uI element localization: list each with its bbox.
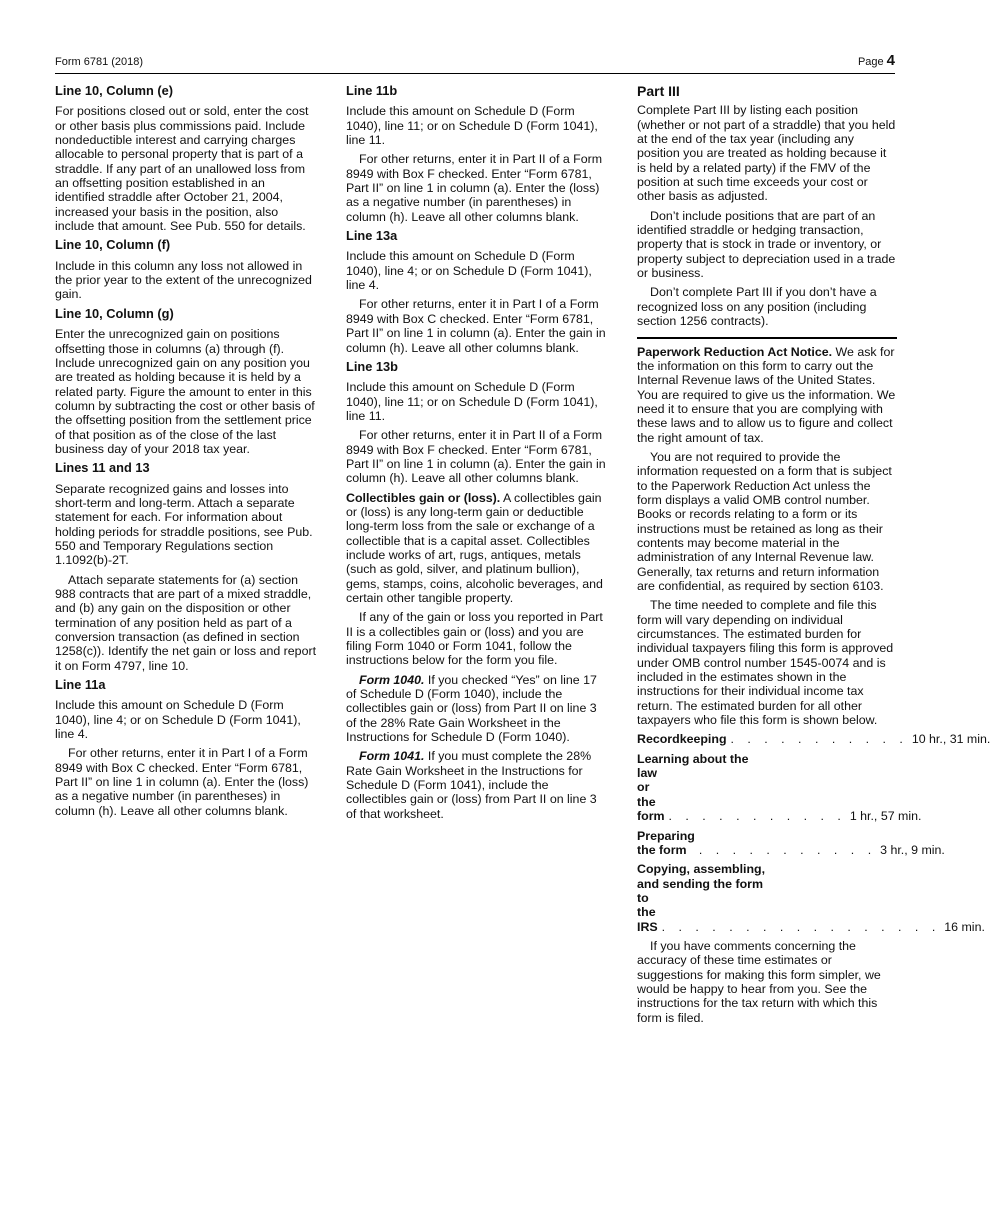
form-1040-paragraph [346,673,609,745]
collectibles-text: A collectibles gain or (loss) is any long-term gain or deductible long-term loss from the sale or exchange of a collectible that is a capital asset. Collectibles include works of art, rugs, antiques, metals (such as gold, silver, and platinum bullion), gems, stamps, coins, alcoholic beverages, and certain other tangible property. [346,490,603,605]
paragraph: Include in this column any loss not allowed in the prior year to the extent of the unrecognized gain. [55,258,312,302]
page-number [858,52,895,69]
paragraph: For other returns, enter it in Part I of a Form 8949 with Box C checked. Enter “Form 6781, Part II” on line 1 in column (a). Enter the (loss) as a negative number (in parentheses) in column (h). Leave all other columns blank. [55,746,309,818]
form-identifier: Form 6781 (2018) [55,56,144,68]
paragraph: You are not required to provide the information requested on a form that is subject to the Paperwork Reduction Act unless the form displays a valid OMB control number. Books or records relating to a form or its instructions must be retained as long as their contents may become material in the administration of any Internal Revenue law. Generally, tax returns and return information are confidential, as required by section 6103. [637,449,892,593]
paragraph: Attach separate statements for (a) section 988 contracts that are part of a mixed straddle, and (b) any gain on the disposition or other termination of any position held as part of a conversion transaction (as defined in section 1258(c)). Identify the net gain or loss and report it on Form 4797, line 10. [55,572,317,673]
page-label: Page [857,56,884,68]
section-heading: Lines 11 and 13 [55,460,150,476]
dot-leader: . . . . . . . . . . . . . . . . . [661,919,941,934]
part-heading: Part III [637,83,680,99]
dot-leader: . . . . . . . . . . . [668,809,846,824]
paragraph: For other returns, enter it in Part I of a Form 8949 with Box C checked. Enter “Form 6781, Part II” on line 1 in column (a). Enter the gain in column (h). Leave all other columns blank. [346,297,606,355]
paragraph: Include this amount on Schedule D (Form 1040), line 11; or on Schedule D (Form 1041), line 11. [346,380,598,423]
estimate-label: law or the form [637,766,665,824]
estimate-preparing [637,828,945,858]
section-heading: Line 11a [55,677,106,693]
paperwork-notice-paragraph [637,345,897,445]
estimate-label: Learning about the [637,751,749,766]
dot-leader: . . . . . . . . . . . [730,732,908,747]
section-heading: Line 11b [346,83,398,98]
form-1041-lead: Form 1041. [359,749,425,764]
column-middle [346,84,609,826]
paragraph: For other returns, enter it in Part II of a Form 8949 with Box F checked. Enter “Form 6781, Part II” on line 1 in column (a). Enter the (loss) as a negative number (in parentheses) in column (h). Leave all other columns blank. [346,152,603,224]
paragraph: Enter the unrecognized gain on positions offsetting those in columns (a) through (f). Include unrecognized gain on any position you are treated as holding because it is held by a related party. Figure the amount to enter in this column by subtracting the cost or other basis of the offsetting position from the settlement price of that position as of the close of the last business day of your 2018 tax year. [55,327,315,456]
paragraph: Complete Part III by listing each position (whether or not part of a straddle) that you held at the end of the tax year (including any position you are treated as holding because it is held by a related party) if the FMV of the position at such time exceeds your cost or other basis as adjusted. [637,103,896,204]
collectibles-lead: Collectibles gain or (loss). [346,490,501,505]
section-heading: Line 10, Column (e) [55,83,174,98]
form-1040-text: If you checked “Yes” on line 17 of Schedule D (Form 1040), include the collectibles gain or (loss) from Part II on line 3 of the 28% Rate Gain Worksheet in the Instructions for Schedule D (Form 1040). [346,672,597,745]
estimate-label: to the IRS [637,890,658,934]
estimate-label: Preparing the form [637,828,695,857]
paragraph: Don’t complete Part III if you don’t have a recognized loss on any position (including section 1256 contracts). [637,285,877,329]
form-1041-paragraph [346,749,609,821]
paperwork-notice-text: We ask for the information on this form to carry out the Internal Revenue laws of the United States. You are required to give us the information. We need it to ensure that you are complying with these laws and to allow us to figure and collect the right amount of tax. [637,344,896,445]
page-header [55,52,895,74]
paragraph: If you have comments concerning the accuracy of these time estimates or suggestions for making this form simpler, we would be happy to hear from you. See the instructions for the tax return with which this form is filed. [637,938,881,1025]
paragraph: For other returns, enter it in Part II of a Form 8949 with Box F checked. Enter “Form 6781, Part II” on line 1 in column (a). Enter the gain in column (h). Leave all other columns blank. [346,428,606,486]
estimate-recordkeeping [637,732,990,747]
estimate-value: 10 hr., 31 min. [911,732,990,747]
estimate-copying [637,862,985,934]
paperwork-notice-lead: Paperwork Reduction Act Notice. [637,344,833,359]
page-number-value: 4 [886,52,895,69]
estimate-value: 1 hr., 57 min. [849,809,922,824]
section-divider [637,337,897,339]
estimate-label: Copying, assembling, [637,862,766,877]
estimate-label: Recordkeeping [637,732,727,747]
collectibles-paragraph [346,491,609,606]
estimate-value: 16 min. [944,919,985,934]
paragraph: The time needed to complete and file this form will vary depending on individual circumstances. The estimated burden for individual taxpayers filing this form is approved under OMB control number 1545-0074 and is included in the estimates shown in the instructions for their individual income tax return. The estimated burden for all other taxpayers who file this form is shown below. [637,598,894,728]
section-heading: Line 13a [346,228,398,244]
form-1041-text: If you must complete the 28% Rate Gain Worksheet in the Instructions for Schedule D (Form 1041), include the collectibles gain or (loss) from Part II on line 3 of that worksheet. [346,749,597,821]
paragraph: Separate recognized gains and losses into short-term and long-term. Attach a separate statement for each. For information about holding periods for straddle positions, see Pub. 550 and Temporary Regulations section 1.1092(b)-2T. [55,481,313,568]
section-heading: Line 10, Column (f) [55,237,171,253]
paragraph: Don’t include positions that are part of an identified straddle or hedging transaction, property that is stock in trade or inventory, or property subject to depreciation used in a trade or business. [637,208,896,281]
section-heading: Line 10, Column (g) [55,305,174,321]
section-heading: Line 13b [346,358,398,374]
paragraph: Include this amount on Schedule D (Form 1040), line 4; or on Schedule D (Form 1041), line 4. [55,698,301,742]
estimate-value: 3 hr., 9 min. [880,842,945,857]
estimate-label: and sending the form [637,876,763,891]
paragraph: For positions closed out or sold, enter the cost or other basis plus commissions paid. Include nondeductible interest and carrying charges allocable to personal property that is part of a straddle. If any part of an unallowed loss from an offsetting position established in an identified straddle after October 21, 2004, increased your basis in the position, also include that amount. See Pub. 550 for details. [55,104,309,234]
paragraph: If any of the gain or loss you reported in Part II is a collectibles gain or (loss) and you are filing Form 1040 or Form 1041, follow the instructions below for the form you file. [346,610,603,668]
dot-leader: . . . . . . . . . . . [698,842,877,857]
paragraph: Include this amount on Schedule D (Form 1040), line 11; or on Schedule D (Form 1041), line 11. [346,104,598,148]
estimate-learning [637,751,922,824]
column-left [55,84,317,823]
paragraph: Include this amount on Schedule D (Form 1040), line 4; or on Schedule D (Form 1041), line 4. [346,249,592,293]
form-1040-lead: Form 1040. [359,672,425,687]
column-right [637,83,990,1030]
